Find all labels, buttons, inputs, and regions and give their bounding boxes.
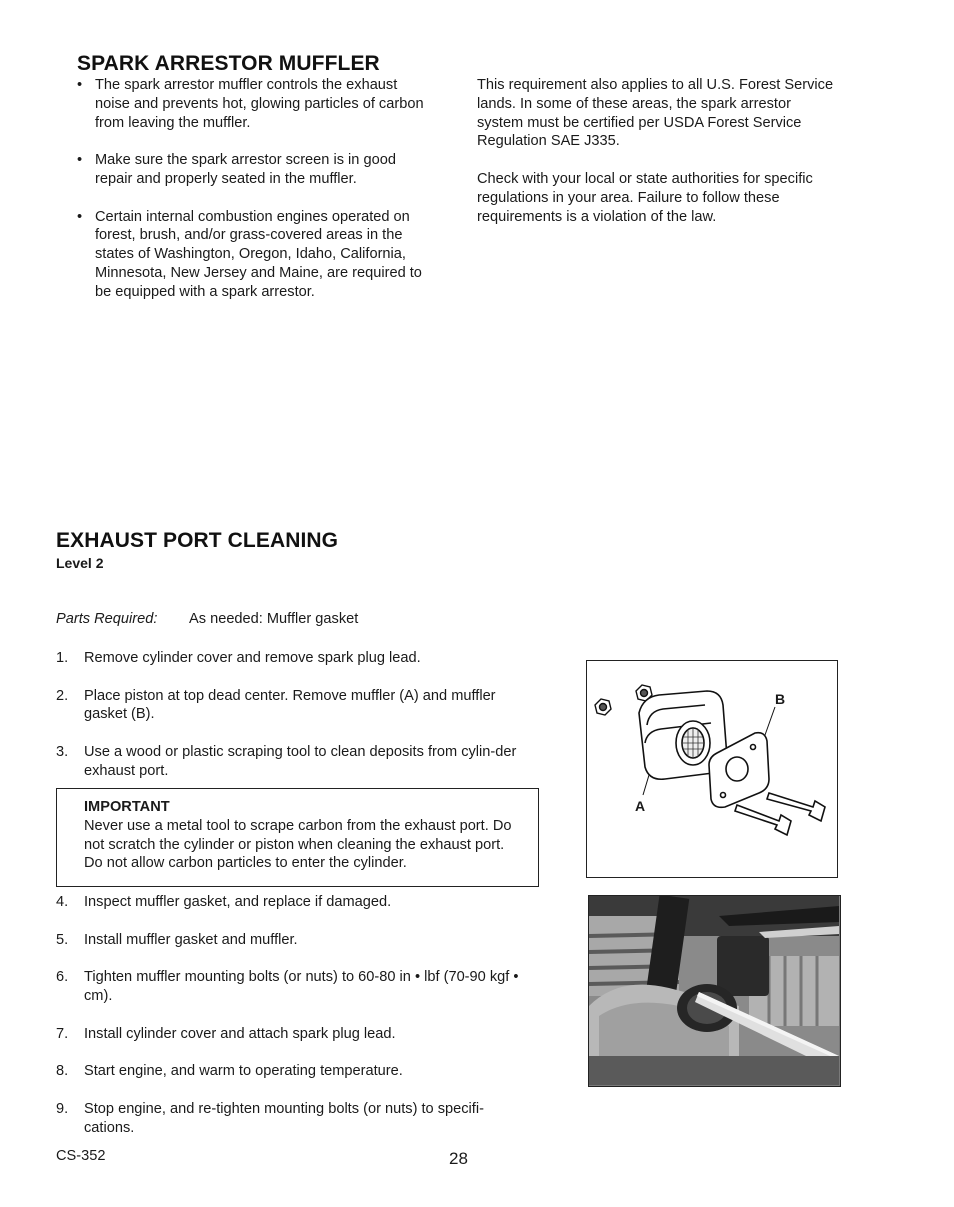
- list-item: • The spark arrestor muffler controls the exhaust noise and prevents hot, glowing particles of carbon from leaving the muffler.: [57, 76, 435, 132]
- important-text: Never use a metal tool to scrape carbon from the exhaust port. Do not scratch the cylinder or piston when cleaning the exhaust port. Do not allow carbon particles to enter the cylinder.: [84, 817, 512, 872]
- step-text: Remove cylinder cover and remove spark plug lead.: [84, 650, 421, 666]
- spark-bullet-list: [57, 76, 435, 320]
- list-item: • Make sure the spark arrestor screen is in good repair and properly seated in the muffler.: [57, 151, 435, 189]
- list-item: [56, 687, 528, 725]
- nut-icon: [595, 699, 611, 715]
- muffler-diagram-drawing: [587, 661, 836, 876]
- muffler-gasket-diagram: [586, 660, 838, 878]
- step-number: 8.: [56, 1063, 69, 1080]
- bolt-part: [735, 805, 791, 835]
- callout-label-b: B: [775, 691, 786, 707]
- step-number: 5.: [56, 931, 69, 948]
- list-item: [56, 1100, 528, 1138]
- section-title-exhaust-port: EXHAUST PORT CLEANING: [56, 529, 339, 552]
- step-text: Use a wood or plastic scraping tool to clean deposits from cylin-der exhaust port.: [84, 743, 517, 779]
- list-item: [56, 968, 528, 1006]
- step-text: Start engine, and warm to operating temperature.: [84, 1063, 403, 1080]
- steps-list-first: [56, 649, 528, 781]
- steps-list-second: [56, 893, 528, 1137]
- list-item: • Certain internal combustion engines operated on forest, brush, and/or grass-covered areas in the states of Washington, Oregon, Idaho, California, Minnesota, New Jersey and Maine, are required to be equipped with a spark arrestor.: [57, 208, 435, 302]
- step-number: 2.: [56, 687, 69, 704]
- step-number: 6.: [56, 969, 69, 986]
- list-item: [56, 1025, 528, 1044]
- spark-right-column: [477, 76, 837, 245]
- list-item: [56, 931, 528, 950]
- page-number: 28: [449, 1149, 468, 1168]
- bolt-part: [767, 793, 825, 821]
- leader-line-b: [765, 707, 775, 735]
- level-label: Level 2: [56, 555, 104, 571]
- parts-required-row: [56, 610, 359, 629]
- step-number: 1.: [56, 650, 69, 666]
- step-number: 4.: [56, 894, 69, 910]
- list-item: [56, 893, 528, 912]
- step-text: Install cylinder cover and attach spark plug lead.: [84, 1025, 396, 1042]
- list-item: [56, 1062, 528, 1081]
- paragraph: This requirement also applies to all U.S. Forest Service lands. In some of these areas, the spark arrestor system must be certified per USDA Forest Service Regulation SAE J335.: [477, 77, 834, 150]
- step-text: Inspect muffler gasket, and replace if damaged.: [84, 894, 392, 910]
- callout-label-a: A: [635, 798, 646, 814]
- step-text: Stop engine, and re-tighten mounting bolts (or nuts) to specifi-cations.: [84, 1100, 484, 1136]
- step-text: Place piston at top dead center. Remove muffler (A) and muffler gasket (B).: [84, 687, 496, 723]
- parts-required-label: Parts Required:: [56, 611, 158, 627]
- list-item: [56, 649, 528, 668]
- important-heading: IMPORTANT: [84, 799, 170, 815]
- list-item: [56, 743, 528, 781]
- parts-required-value: As needed: Muffler gasket: [189, 611, 359, 627]
- paragraph: Check with your local or state authorities for specific regulations in your area. Failure to follow these requirements is a violation of the law.: [477, 170, 813, 225]
- model-number: CS-352: [56, 1148, 106, 1164]
- exhaust-port-photo: [588, 895, 841, 1087]
- step-number: 9.: [56, 1100, 69, 1117]
- leader-line-a: [643, 775, 649, 795]
- important-notice-box: [56, 788, 539, 887]
- step-number: 3.: [56, 743, 69, 760]
- step-number: 7.: [56, 1025, 69, 1042]
- step-text: Install muffler gasket and muffler.: [84, 931, 298, 948]
- exhaust-port-photo-image: [589, 896, 839, 1085]
- step-text: Tighten muffler mounting bolts (or nuts) to 60-80 in • lbf (70-90 kgf • cm).: [84, 969, 519, 1004]
- section-title-spark-arrestor: SPARK ARRESTOR MUFFLER: [77, 52, 380, 75]
